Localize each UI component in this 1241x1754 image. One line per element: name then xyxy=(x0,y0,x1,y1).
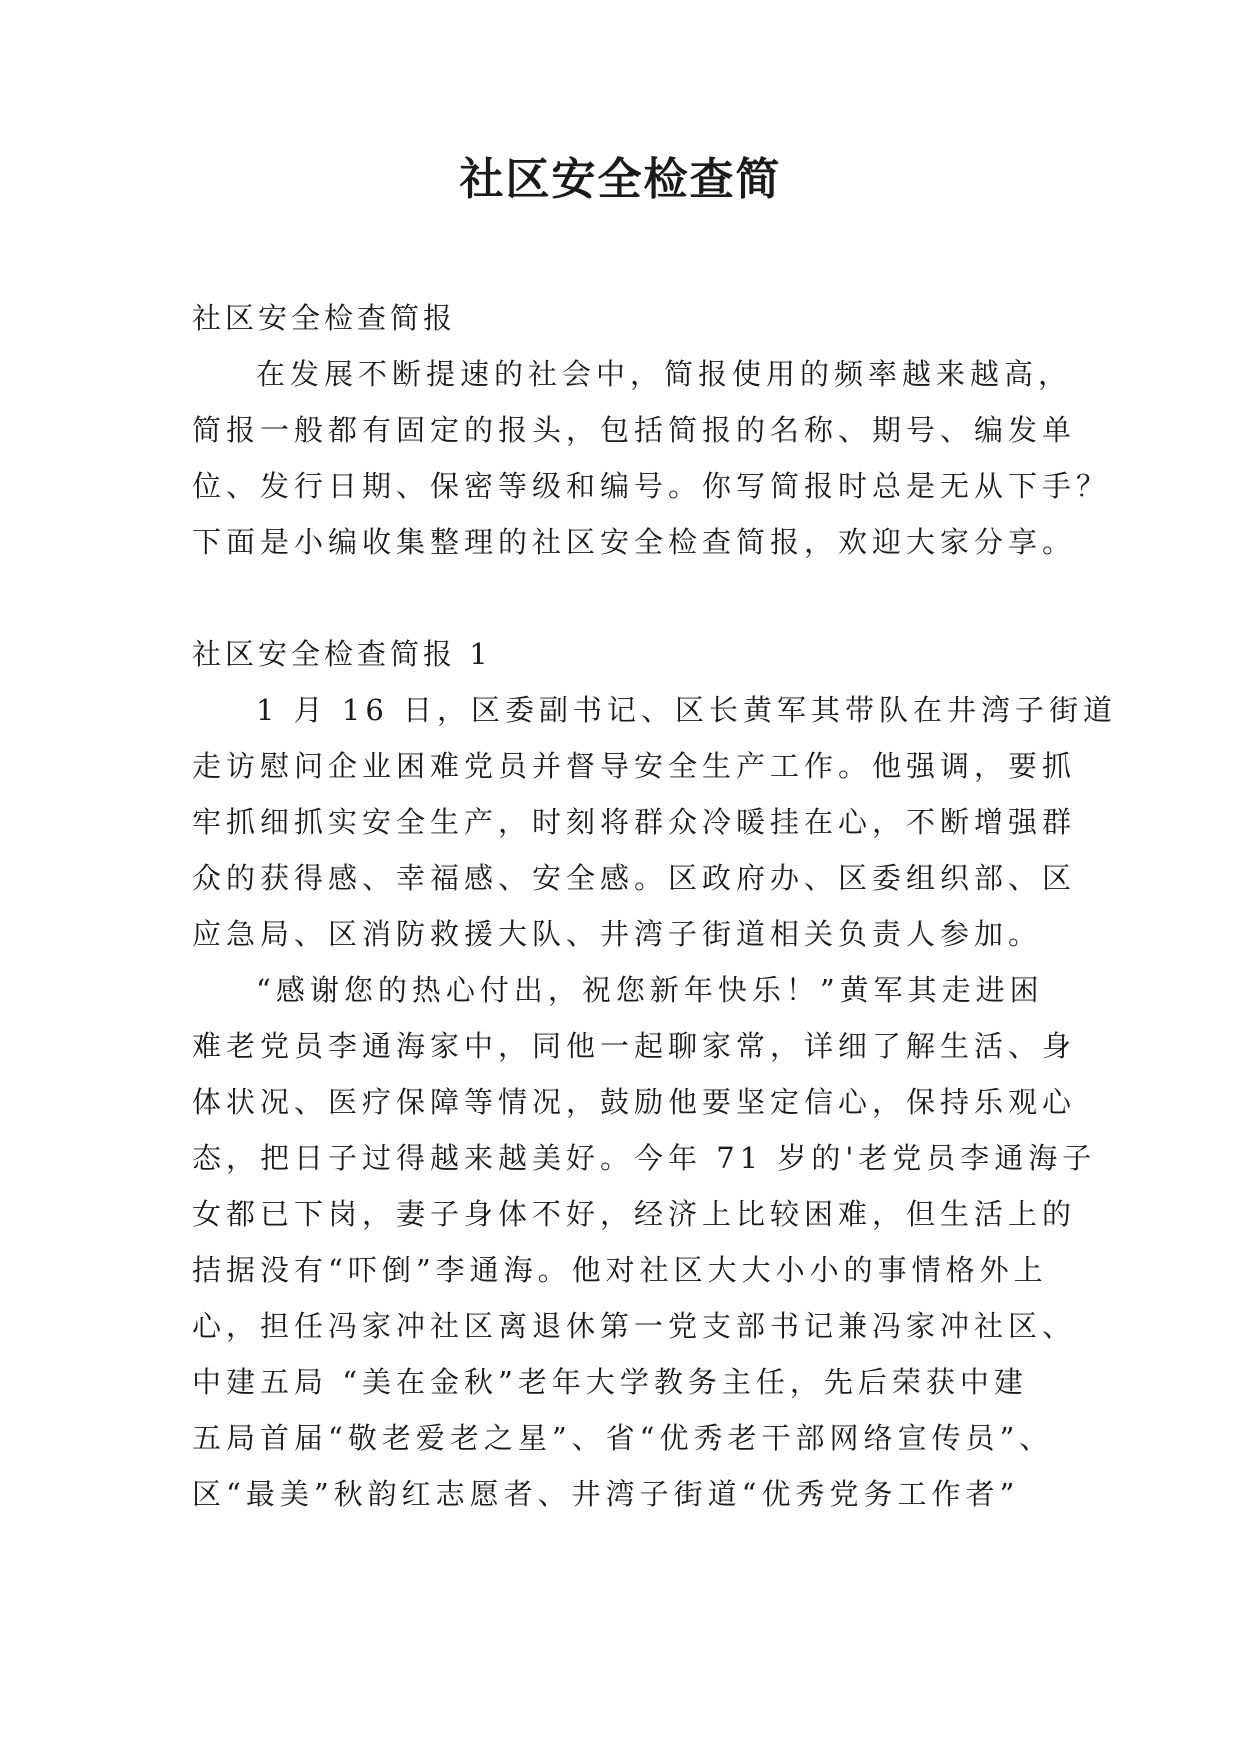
paragraph-line: 牢抓细抓实安全生产，时刻将群众冷暖挂在心，不断增强群 xyxy=(192,805,1077,839)
paragraph-line: 体状况、医疗保障等情况，鼓励他要坚定信心，保持乐观心 xyxy=(192,1085,1077,1119)
paragraph-line: 拮据没有“吓倒”李通海。他对社区大大小小的事情格外上 xyxy=(192,1253,1048,1287)
section-paragraph xyxy=(192,682,1118,962)
paragraph-line: 女都已下岗，妻子身体不好，经济上比较困难，但生活上的 xyxy=(192,1197,1077,1231)
section-heading: 社区安全检查简报 1 xyxy=(192,637,492,671)
paragraph-line: 位、发行日期、保密等级和编号。你写简报时总是无从下手？ xyxy=(192,469,1111,503)
paragraph-line: 五局首届“敬老爱老之星”、省“优秀老干部网络宣传员”、 xyxy=(192,1421,1054,1455)
document-body xyxy=(192,290,1118,1522)
paragraph-line: 区“最美”秋韵红志愿者、井湾子街道“优秀党务工作者” xyxy=(192,1477,1020,1511)
paragraph-line: 心，担任冯家冲社区离退休第一党支部书记兼冯家冲社区、 xyxy=(192,1309,1077,1343)
paragraph-line: “感谢您的热心付出，祝您新年快乐！”黄军其走进困 xyxy=(256,973,1044,1007)
paragraph-line: 下面是小编收集整理的社区安全检查简报，欢迎大家分享。 xyxy=(192,525,1077,559)
paragraph-line: 在发展不断提速的社会中，简报使用的频率越来越高， xyxy=(256,357,1073,391)
document-title: 社区安全检查简 xyxy=(459,154,782,205)
paragraph-line: 1 月 16 日，区委副书记、区长黄军其带队在井湾子街道 xyxy=(256,693,1118,727)
paragraph-line: 中建五局 “美在金秋”老年大学教务主任，先后荣获中建 xyxy=(192,1365,1028,1399)
section-paragraph xyxy=(192,962,1097,1522)
paragraph-line: 应急局、区消防救援大队、井湾子街道相关负责人参加。 xyxy=(192,917,1043,951)
section-spacer xyxy=(192,570,1072,626)
paragraph-line: 简报一般都有固定的报头，包括简报的名称、期号、编发单 xyxy=(192,413,1077,447)
intro-heading: 社区安全检查简报 xyxy=(192,301,457,335)
paragraph-line: 态，把日子过得越来越美好。今年 71 岁的'老党员李通海子 xyxy=(192,1141,1097,1175)
intro-paragraph xyxy=(192,346,1111,570)
paragraph-line: 众的获得感、幸福感、安全感。区政府办、区委组织部、区 xyxy=(192,861,1077,895)
paragraph-line: 难老党员李通海家中，同他一起聊家常，详细了解生活、身 xyxy=(192,1029,1077,1063)
paragraph-line: 走访慰问企业困难党员并督导安全生产工作。他强调，要抓 xyxy=(192,749,1077,783)
